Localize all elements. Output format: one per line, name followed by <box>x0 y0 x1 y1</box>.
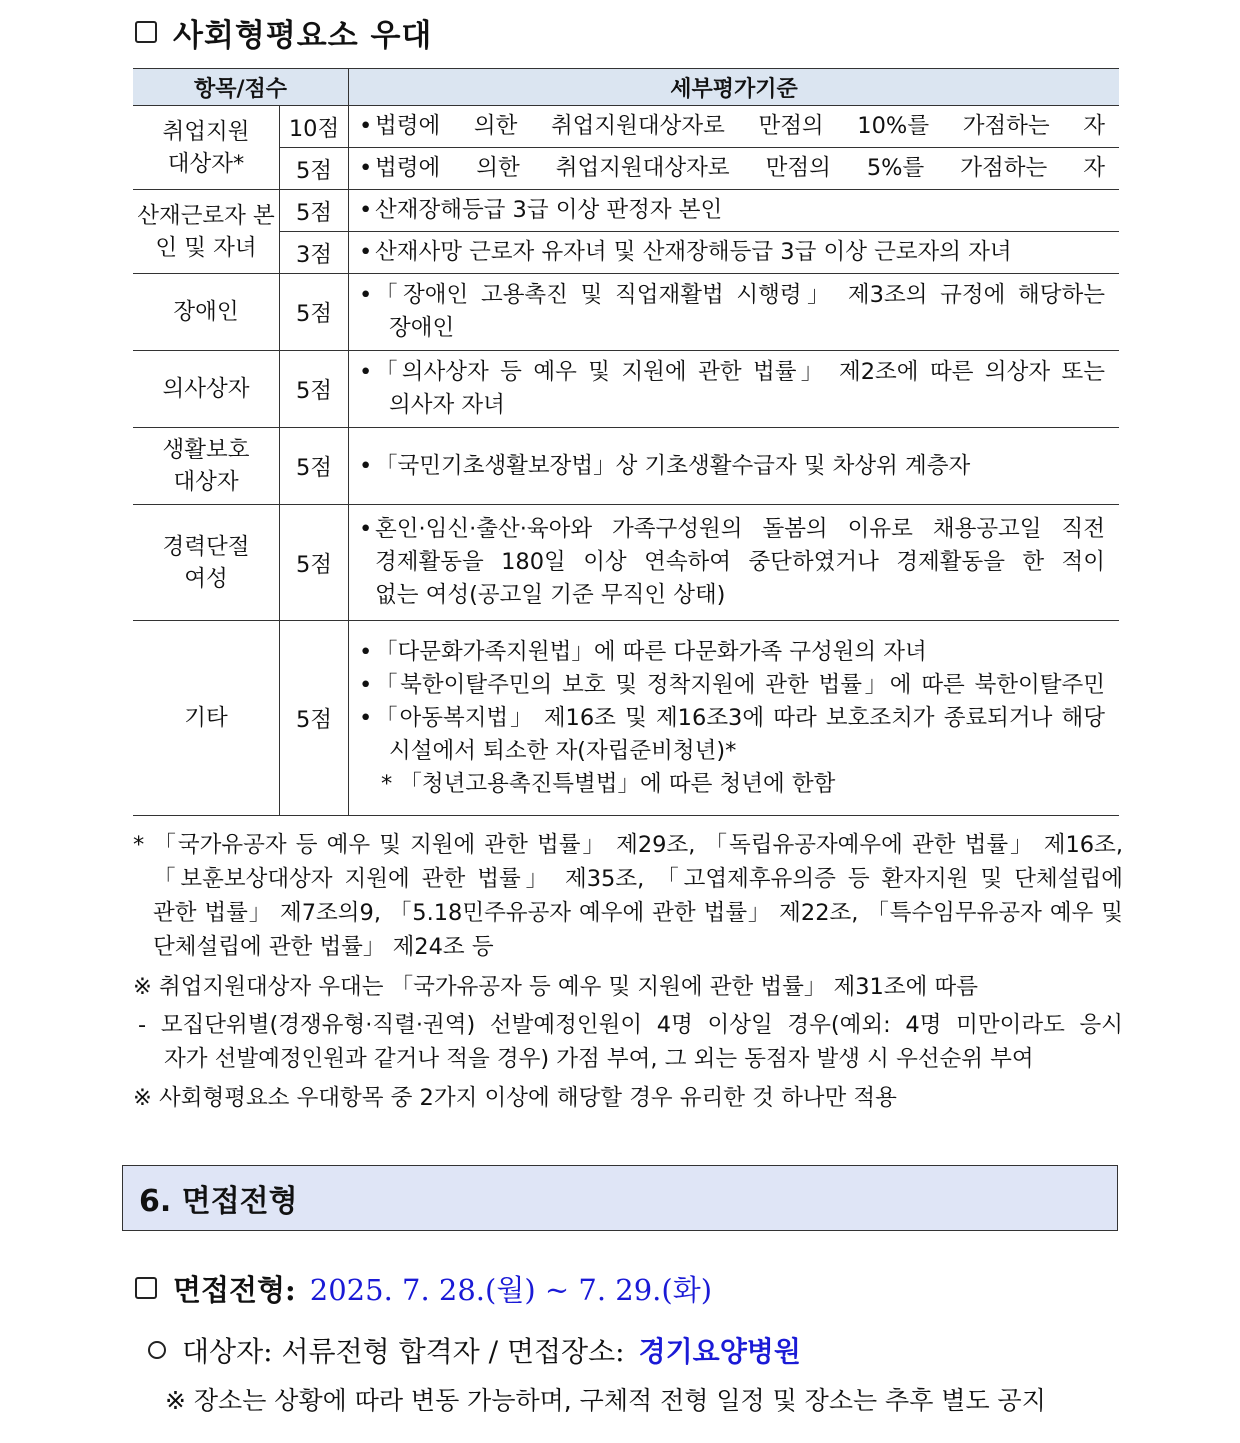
item-industrial-accident: 산재근로자 본인 및 자녀 <box>133 190 280 274</box>
bullet-icon: • <box>359 359 373 385</box>
score: 5점 <box>280 190 349 232</box>
header-criteria: 세부평가기준 <box>349 69 1120 106</box>
criteria-cell: • 법령에 의한 취업지원대상자로 만점의 10%를 가점하는 자 <box>349 106 1120 148</box>
score: 3점 <box>280 232 349 274</box>
score: 5점 <box>280 428 349 505</box>
heading-social-equity: 사회형평요소 우대 <box>135 12 432 52</box>
criteria-cell: • 법령에 의한 취업지원대상자로 만점의 5%를 가점하는 자 <box>349 148 1120 190</box>
criteria-table <box>133 68 1119 816</box>
criteria-cell: • 「의사상자 등 예우 및 지원에 관한 법률」 제2조에 따른 의상자 또는 의사자 자녀 <box>349 351 1120 428</box>
score: 5점 <box>280 274 349 351</box>
bullet-icon: • <box>359 638 373 665</box>
item-other: 기타 <box>133 621 280 816</box>
note-employment-support: ※ 취업지원대상자 우대는 「국가유공자 등 예우 및 지원에 관한 법률」 제31조에 따름 <box>133 974 978 1000</box>
score: 5점 <box>280 148 349 190</box>
bullet-icon: • <box>359 155 373 181</box>
criteria-cell: • 「다문화가족지원법」에 따른 다문화가족 구성원의 자녀 • 「북한이탈주민의 보호 및 정착지원에 관한 법률」에 따른 북한이탈주민 • 「아동복지법」 제16조 및 제16조3에 따라 보호조치가 종료되거나 해당 시설에서 퇴소한 자(자립준비청년)* * 「청년고용촉진특별법」에 따른 청년에 한함 <box>349 621 1120 816</box>
item-career-break-women: 경력단절 여성 <box>133 505 280 621</box>
circle-bullet-icon <box>148 1341 166 1359</box>
interview-notice: ※ 장소는 상황에 따라 변동 가능하며, 구체적 전형 일정 및 장소는 추후 별도 공지 <box>165 1386 1046 1415</box>
item-disabled: 장애인 <box>133 274 280 351</box>
bullet-icon: • <box>359 452 373 479</box>
item-employment-support: 취업지원 대상자* <box>133 106 280 190</box>
bullet-icon: • <box>359 516 373 542</box>
section-interview-header: 6. 면접전형 <box>122 1165 1118 1231</box>
note-single-benefit: ※ 사회형평요소 우대항목 중 2가지 이상에 해당할 경우 유리한 것 하나만 적용 <box>133 1085 897 1111</box>
bullet-icon: • <box>359 282 373 308</box>
bullet-icon: • <box>359 671 373 698</box>
item-livelihood-recipient: 생활보호 대상자 <box>133 428 280 505</box>
bullet-icon: • <box>359 704 373 731</box>
bullet-icon: • <box>359 113 373 139</box>
score: 10점 <box>280 106 349 148</box>
criteria-cell: • 혼인·임신·출산·육아와 가족구성원의 돌봄의 이유로 채용공고일 직전 경제활동을 180일 이상 연속하여 중단하였거나 경제활동을 한 적이 없는 여성(공고일 기준 무직인 상태) <box>349 505 1120 621</box>
score: 5점 <box>280 351 349 428</box>
footnote-veterans-laws: * 「국가유공자 등 예우 및 지원에 관한 법률」 제29조, 「독립유공자예우에 관한 법률」 제16조, 「보훈보상대상자 지원에 관한 법률」 제35조, 「고엽제후유의증 등 환자지원 및 단체설립에 관한 법률」 제7조의9, 「5.18민주유공자 예우에 관한 법률」 제22조, 「특수임무유공자 예우 및 단체설립에 관한 법률」 제24조 등 <box>133 832 1123 960</box>
bullet-icon: • <box>359 239 373 265</box>
score: 5점 <box>280 505 349 621</box>
checkbox-square-icon <box>135 1277 157 1299</box>
item-righteous-victim: 의사상자 <box>133 351 280 428</box>
criteria-cell: • 「장애인 고용촉진 및 직업재활법 시행령」 제3조의 규정에 해당하는 장애인 <box>349 274 1120 351</box>
header-item-score: 항목/점수 <box>133 69 349 106</box>
interview-schedule: 면접전형: 2025. 7. 28.(월) ~ 7. 29.(화) <box>135 1268 712 1308</box>
bullet-icon: • <box>359 197 373 223</box>
checkbox-square-icon <box>135 21 157 43</box>
criteria-cell: • 「국민기초생활보장법」상 기초생활수급자 및 차상위 계층자 <box>349 428 1120 505</box>
score: 5점 <box>280 621 349 816</box>
criteria-cell: • 산재사망 근로자 유자녀 및 산재장해등급 3급 이상 근로자의 자녀 <box>349 232 1120 274</box>
criteria-cell: • 산재장해등급 3급 이상 판정자 본인 <box>349 190 1120 232</box>
interview-target-place: 대상자: 서류전형 합격자 / 면접장소: 경기요양병원 <box>148 1330 801 1370</box>
note-bonus-rule: - 모집단위별(경쟁유형·직렬·권역) 선발예정인원이 4명 이상일 경우(예외: 4명 미만이라도 응시 자가 선발예정인원과 같거나 적을 경우) 가점 부여, 그 외는 동점자 발생 시 우선순위 부여 <box>138 1012 1123 1072</box>
